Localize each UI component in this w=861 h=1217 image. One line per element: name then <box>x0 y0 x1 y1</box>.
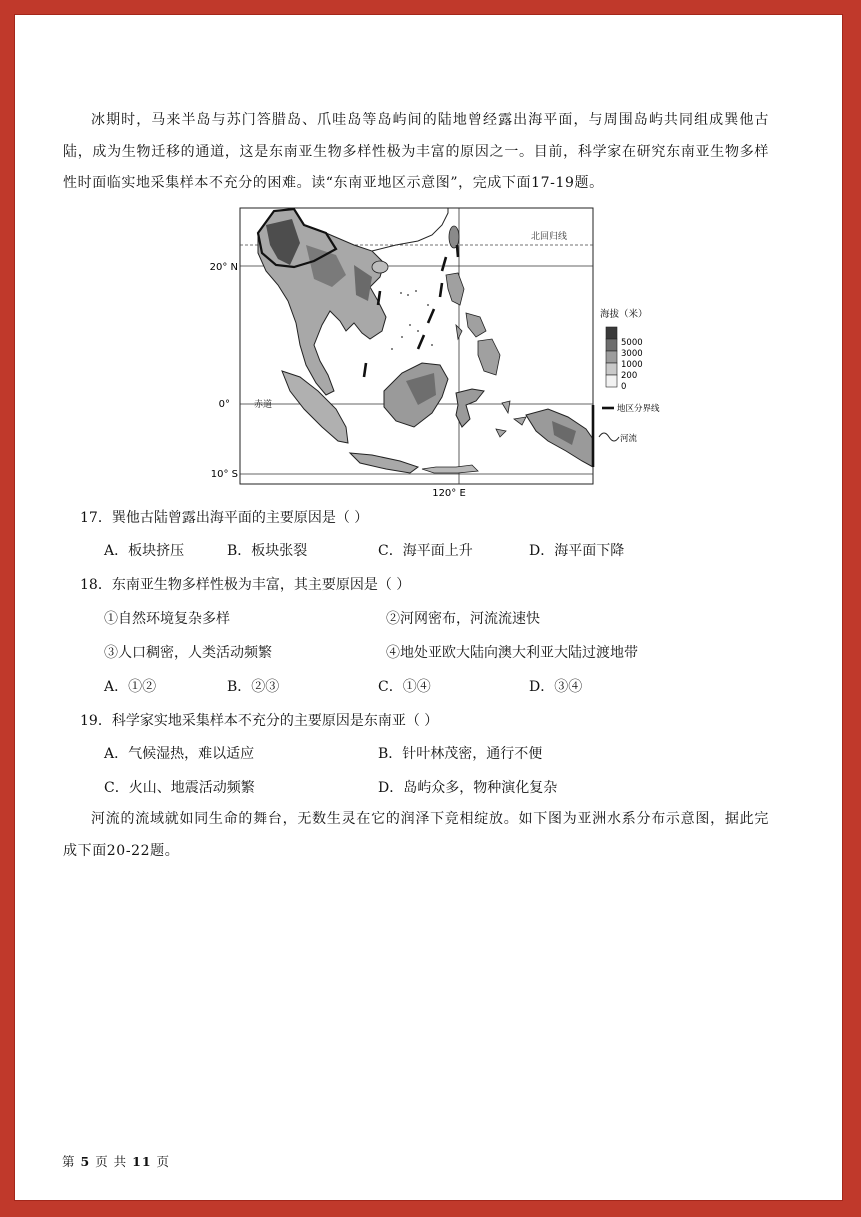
legend-value-200: 200 <box>621 371 638 381</box>
intro-paragraph-1: 冰期时，马来半岛与苏门答腊岛、爪哇岛等岛屿间的陆地曾经露出海平面，与周围岛屿共同组成巽他古陆，成为生物迁移的通道，这是东南亚生物多样性极为丰富的原因之一。目前，科学家在研究东南亚生物多样性时面临实地采集样本不充分的困难。读“东南亚地区示意图”，完成下面17-19题。 <box>63 112 769 191</box>
legend-value-3000: 3000 <box>621 349 643 359</box>
legend-swatch-3000 <box>606 339 617 351</box>
legend-title: 海拔（米） <box>600 309 648 320</box>
q18-item-4: ④地处亚欧大陆向澳大利亚大陆过渡地带 <box>386 645 638 661</box>
q18-option-c[interactable]: C．①④ <box>378 679 431 695</box>
footer-page-number: 5 <box>80 1154 91 1169</box>
q18-item-3: ③人口稠密，人类活动频繁 <box>104 645 272 661</box>
legend-value-0: 0 <box>621 382 627 392</box>
legend-boundary-label: 地区分界线 <box>617 404 660 414</box>
intro-paragraph-2: 河流的流域就如同生命的舞台，无数生灵在它的润泽下竞相绽放。如下图为亚洲水系分布示意图，据此完成下面20-22题。 <box>63 811 769 859</box>
legend-swatch-0 <box>606 375 617 387</box>
footer-suffix: 页 <box>156 1154 171 1169</box>
q17-option-c[interactable]: C．海平面上升 <box>378 543 473 559</box>
footer-mid: 页 共 <box>95 1154 128 1169</box>
legend-river-symbol <box>599 433 619 441</box>
footer-prefix: 第 <box>62 1154 76 1169</box>
q19-option-d[interactable]: D．岛屿众多，物种演化复杂 <box>378 780 558 796</box>
q19-option-c[interactable]: C．火山、地震活动频繁 <box>104 780 255 796</box>
page-footer <box>62 1152 170 1170</box>
q17-option-a[interactable]: A．板块挤压 <box>104 543 185 559</box>
footer-total-pages: 11 <box>132 1154 152 1169</box>
legend-swatch-5000 <box>606 327 617 339</box>
question-17-stem: 17．巽他古陆曾露出海平面的主要原因是（ ） <box>80 510 369 526</box>
taiwan-island <box>449 226 459 248</box>
southeast-asia-map <box>196 205 676 501</box>
legend-value-1000: 1000 <box>621 360 643 370</box>
q19-option-a[interactable]: A．气候湿热，难以适应 <box>104 746 255 762</box>
hainan-island <box>372 261 388 273</box>
label-20n: 20° N <box>209 262 238 273</box>
legend-river-label: 河流 <box>620 434 638 444</box>
q18-item-2: ②河网密布，河流流速快 <box>386 611 540 627</box>
label-120e: 120° E <box>432 488 466 499</box>
q17-option-b[interactable]: B．板块张裂 <box>227 543 308 559</box>
question-19-stem: 19．科学家实地采集样本不充分的主要原因是东南亚（ ） <box>80 713 439 729</box>
q18-option-a[interactable]: A．①② <box>104 679 157 695</box>
elevation-legend <box>606 327 643 392</box>
label-equator: 赤道 <box>254 400 273 410</box>
question-18-stem: 18．东南亚生物多样性极为丰富，其主要原因是（ ） <box>80 577 411 593</box>
q18-item-1: ①自然环境复杂多样 <box>104 611 230 627</box>
legend-swatch-200 <box>606 363 617 375</box>
label-tropic: 北回归线 <box>530 232 568 242</box>
q18-option-b[interactable]: B．②③ <box>227 679 280 695</box>
legend-swatch-1000 <box>606 351 617 363</box>
q18-option-d[interactable]: D．③④ <box>529 679 583 695</box>
q17-option-d[interactable]: D．海平面下降 <box>529 543 625 559</box>
label-0: 0° <box>218 399 230 410</box>
q19-option-b[interactable]: B．针叶林茂密，通行不便 <box>378 746 543 762</box>
legend-value-5000: 5000 <box>621 338 643 348</box>
label-10s: 10° S <box>210 469 238 480</box>
